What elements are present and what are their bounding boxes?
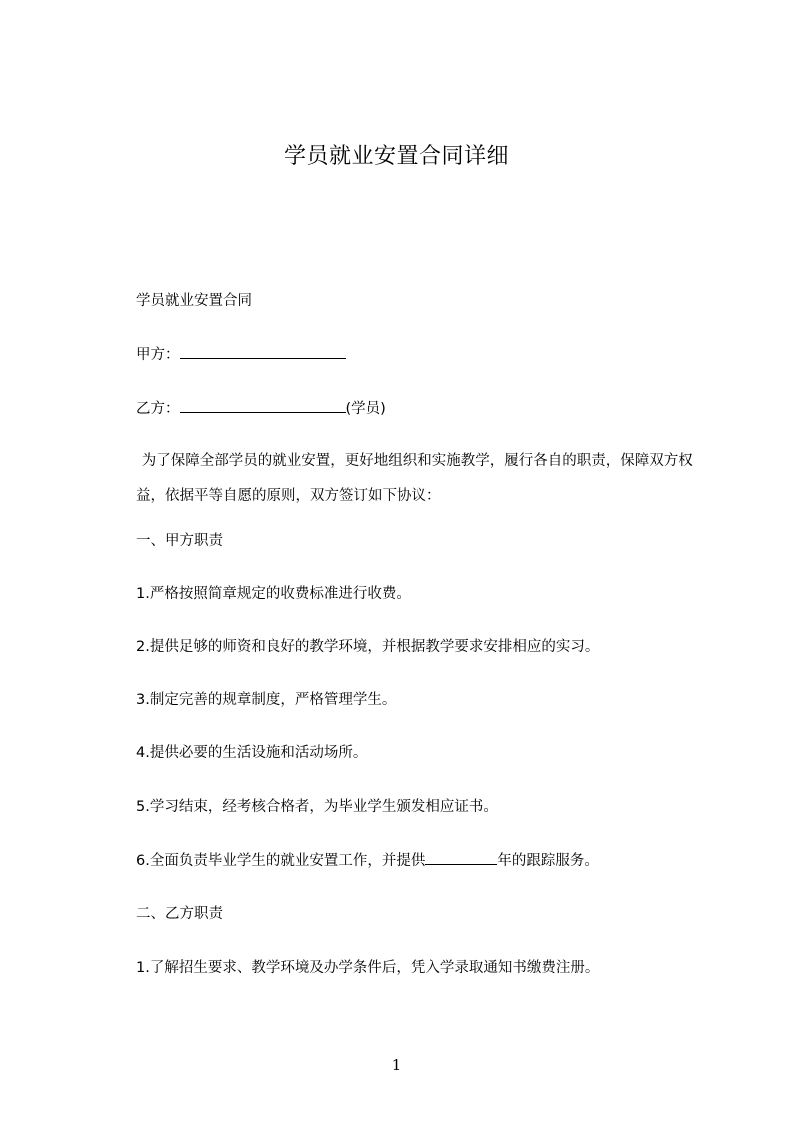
- service-years-blank: [425, 850, 497, 865]
- party-b-line: [136, 398, 386, 419]
- section-b-title: 二、乙方职责: [136, 906, 223, 922]
- intro-paragraph: 为了保障全部学员的就业安置，更好地组织和实施教学，履行各自的职责，保障双方权益，依据平等自愿的原则，双方签订如下协议：: [136, 453, 693, 504]
- contract-heading: 学员就业安置合同: [136, 293, 252, 309]
- section-a-item: 3.制定完善的规章制度，严格管理学生。: [136, 692, 397, 708]
- section-a-item: 4.提供必要的生活设施和活动场所。: [136, 745, 368, 761]
- party-b-label: 乙方：: [136, 401, 180, 417]
- section-a-item: 2.提供足够的师资和良好的教学环境，并根据教学要求安排相应的实习。: [136, 639, 600, 655]
- item-6-prefix: 6.全面负责毕业学生的就业安置工作，并提供: [136, 853, 426, 869]
- party-a-line: [136, 344, 346, 365]
- party-a-blank: [180, 344, 346, 359]
- section-a-item-6: [136, 850, 599, 871]
- section-a-item: 5.学习结束，经考核合格者，为毕业学生颁发相应证书。: [136, 799, 498, 815]
- party-b-blank: [180, 398, 346, 413]
- section-a-item: 1.严格按照简章规定的收费标准进行收费。: [136, 586, 411, 602]
- section-b-item: 1.了解招生要求、教学环境及办学条件后，凭入学录取通知书缴费注册。: [136, 960, 600, 976]
- document-title: 学员就业安置合同详细: [283, 144, 509, 169]
- party-b-suffix: (学员): [345, 401, 386, 417]
- item-6-suffix: 年的跟踪服务。: [497, 853, 599, 869]
- section-a-title: 一、甲方职责: [136, 533, 223, 549]
- party-a-label: 甲方：: [136, 347, 180, 363]
- page-number: 1: [391, 1056, 402, 1074]
